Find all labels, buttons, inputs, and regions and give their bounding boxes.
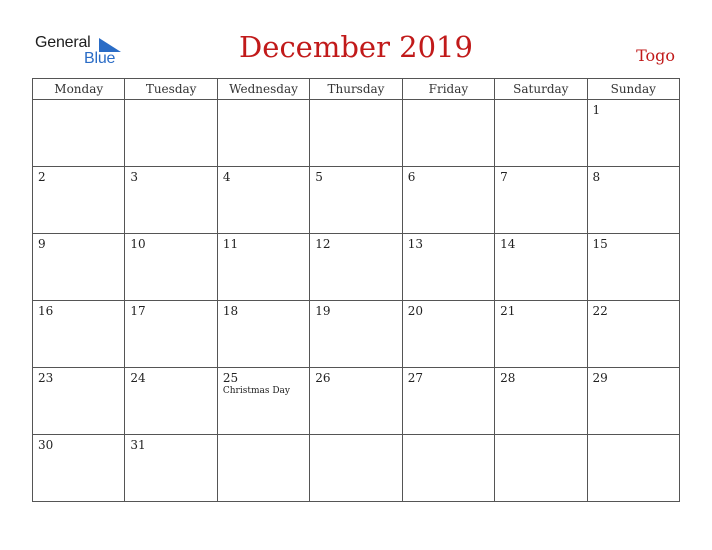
day-cell bbox=[402, 301, 494, 368]
day-number: 13 bbox=[407, 237, 423, 251]
day-cell bbox=[310, 435, 402, 502]
day-cell bbox=[495, 368, 587, 435]
day-cell bbox=[33, 435, 125, 502]
weekday-header-row bbox=[33, 79, 680, 100]
day-cell bbox=[402, 234, 494, 301]
day-cell bbox=[402, 167, 494, 234]
day-cell bbox=[310, 167, 402, 234]
week-row bbox=[33, 435, 680, 502]
day-cell bbox=[33, 368, 125, 435]
day-number: 21 bbox=[500, 304, 516, 318]
day-cell bbox=[33, 100, 125, 167]
logo-text-blue: Blue bbox=[84, 50, 116, 67]
day-cell bbox=[587, 435, 679, 502]
day-cell bbox=[125, 368, 217, 435]
day-cell bbox=[33, 234, 125, 301]
day-cell bbox=[310, 301, 402, 368]
weekday-header: Tuesday bbox=[125, 79, 217, 100]
day-number: 7 bbox=[500, 170, 508, 184]
day-number: 25 bbox=[222, 371, 239, 385]
weekday-header: Thursday bbox=[310, 79, 402, 100]
day-cell bbox=[587, 234, 679, 301]
day-cell bbox=[587, 301, 679, 368]
day-cell bbox=[310, 234, 402, 301]
day-cell bbox=[125, 301, 217, 368]
day-number: 31 bbox=[130, 438, 146, 452]
day-number: 17 bbox=[130, 304, 146, 318]
day-cell bbox=[587, 167, 679, 234]
day-cell bbox=[217, 167, 309, 234]
day-cell bbox=[310, 368, 402, 435]
day-cell bbox=[125, 234, 217, 301]
day-cell bbox=[495, 301, 587, 368]
day-cell bbox=[217, 368, 309, 435]
day-cell bbox=[495, 435, 587, 502]
day-cell bbox=[402, 368, 494, 435]
day-number: 6 bbox=[407, 170, 416, 184]
day-number: 28 bbox=[500, 371, 516, 385]
day-number: 5 bbox=[315, 170, 323, 184]
day-cell bbox=[310, 100, 402, 167]
calendar-title: December 2019 bbox=[239, 30, 473, 64]
day-number: 14 bbox=[500, 237, 516, 251]
day-cell bbox=[217, 100, 309, 167]
day-number: 16 bbox=[38, 304, 54, 318]
weekday-header: Sunday bbox=[587, 79, 679, 100]
logo-text-general: General bbox=[35, 34, 91, 51]
day-cell bbox=[217, 435, 309, 502]
day-cell bbox=[495, 100, 587, 167]
day-number: 12 bbox=[315, 237, 331, 251]
day-number: 2 bbox=[38, 170, 46, 184]
day-number: 24 bbox=[130, 371, 146, 385]
weekday-header: Friday bbox=[402, 79, 494, 100]
day-number: 19 bbox=[315, 304, 331, 318]
day-cell bbox=[495, 234, 587, 301]
day-number: 22 bbox=[592, 304, 608, 318]
calendar-grid bbox=[32, 78, 680, 502]
day-number: 15 bbox=[592, 237, 608, 251]
day-number: 20 bbox=[407, 304, 423, 318]
day-cell bbox=[125, 435, 217, 502]
week-row bbox=[33, 368, 680, 435]
day-number: 9 bbox=[38, 237, 46, 251]
day-cell bbox=[217, 301, 309, 368]
day-cell bbox=[125, 167, 217, 234]
day-cell bbox=[587, 368, 679, 435]
day-number: 3 bbox=[130, 170, 139, 184]
weekday-header: Wednesday bbox=[217, 79, 309, 100]
day-number: 1 bbox=[592, 103, 601, 117]
day-cell bbox=[402, 100, 494, 167]
country-label: Togo bbox=[636, 46, 675, 65]
day-cell bbox=[495, 167, 587, 234]
day-number: 23 bbox=[38, 371, 54, 385]
day-number: 10 bbox=[130, 237, 146, 251]
weekday-header: Saturday bbox=[495, 79, 587, 100]
weekday-header: Monday bbox=[33, 79, 125, 100]
holiday-label: Christmas Day bbox=[222, 386, 290, 396]
day-number: 8 bbox=[592, 170, 601, 184]
day-number: 11 bbox=[222, 237, 239, 251]
day-number: 29 bbox=[592, 371, 608, 385]
day-cell bbox=[587, 100, 679, 167]
day-cell bbox=[402, 435, 494, 502]
day-cell bbox=[33, 301, 125, 368]
day-cell bbox=[125, 100, 217, 167]
week-row bbox=[33, 234, 680, 301]
day-number: 30 bbox=[38, 438, 54, 452]
week-row bbox=[33, 100, 680, 167]
day-number: 4 bbox=[222, 170, 231, 184]
day-cell bbox=[217, 234, 309, 301]
week-row bbox=[33, 301, 680, 368]
week-row bbox=[33, 167, 680, 234]
day-number: 26 bbox=[315, 371, 331, 385]
day-cell bbox=[33, 167, 125, 234]
calendar-weeks bbox=[33, 100, 680, 502]
day-number: 18 bbox=[222, 304, 239, 318]
day-number: 27 bbox=[407, 371, 423, 385]
